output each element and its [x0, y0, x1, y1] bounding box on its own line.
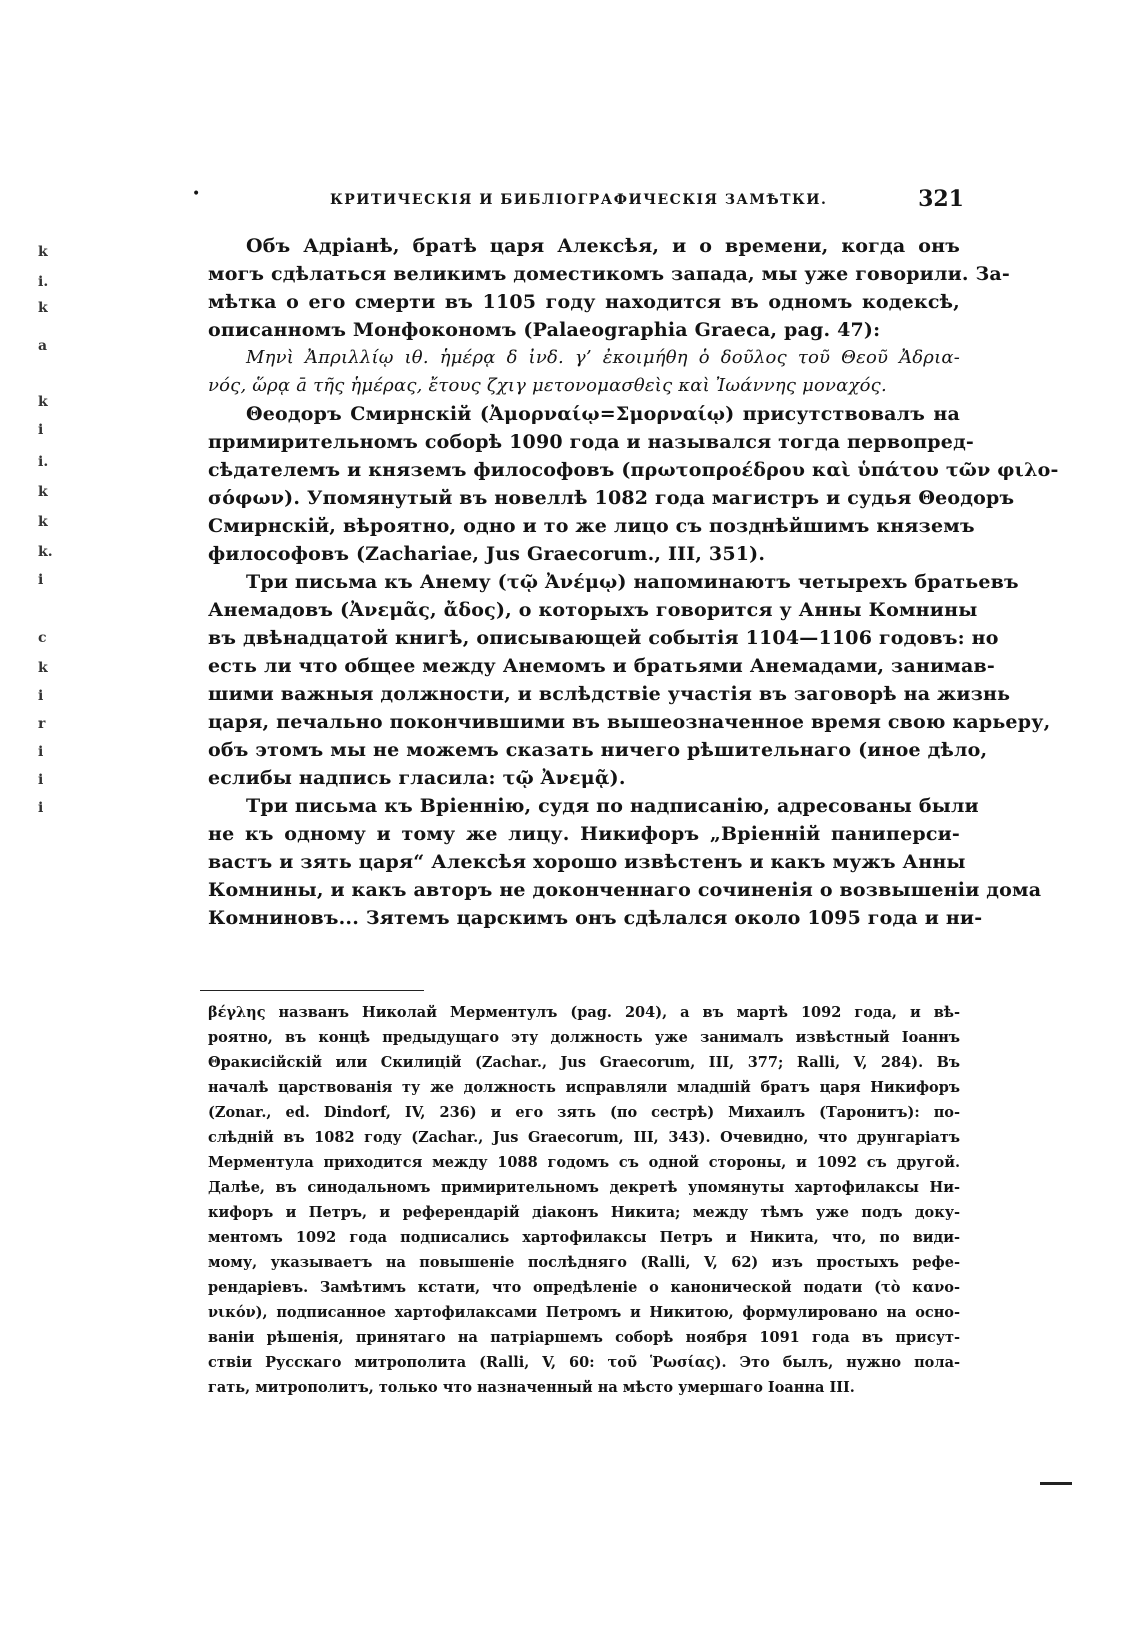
header-title: КРИТИЧЕСКІЯ И БИБЛІОГРАФИЧЕСКІЯ ЗАМѢТКИ.	[330, 192, 828, 208]
margin-dash	[1040, 1482, 1072, 1485]
margin-mark: r	[38, 716, 46, 732]
page-number: 321	[918, 186, 964, 212]
text-line: Анемадовъ (Ἀνεμᾶς, ἄδος), о которыхъ говорится у Анны Комнины	[208, 599, 978, 621]
footnote-line: (Zonar., ed. Dindorf, IV, 236) и его зять (по сестрѣ) Михаилъ (Таронитъ): по-	[208, 1104, 960, 1121]
margin-mark: i	[38, 744, 44, 760]
header-bullet: •	[192, 186, 201, 202]
footnote-line: νικόν), подписанное хартофилаксами Петромъ и Никитою, формулировано на осно-	[208, 1304, 960, 1321]
margin-mark: i.	[38, 454, 49, 470]
margin-mark: i	[38, 572, 44, 588]
text-line: Комниновъ... Зятемъ царскимъ онъ сдѣлался около 1095 года и ни-	[208, 907, 983, 929]
footnote-line: мому, указываетъ на повышеніе послѣдняго (Ralli, V, 62) изъ простыхъ рефе-	[208, 1254, 960, 1271]
footnote-line: слѣдній въ 1082 году (Zachar., Jus Graecorum, III, 343). Очевидно, что друнгаріатъ	[208, 1129, 960, 1146]
footnote-line: Θракисійскій или Скилицій (Zachar., Jus Graecorum, III, 377; Ralli, V, 284). Въ	[208, 1054, 960, 1071]
text-line: описанномъ Монфокономъ (Palaeographia Graeca, pag. 47):	[208, 319, 881, 341]
text-line: шими важныя должности, и вслѣдствіе участія въ заговорѣ на жизнь	[208, 683, 1011, 705]
text-line: въ двѣнадцатой книгѣ, описывающей событія 1104—1106 годовъ: но	[208, 627, 999, 649]
text-line: объ этомъ мы не можемъ сказать ничего рѣшительнаго (иное дѣло,	[208, 739, 988, 761]
footnote-line: роятно, въ концѣ предыдущаго эту должность уже занималъ извѣстный Іоаннъ	[208, 1029, 960, 1046]
footnote-line: ствіи Русскаго митрополита (Ralli, V, 60: τοῦ Ῥωσίας). Это былъ, нужно пола-	[208, 1354, 960, 1371]
running-header	[192, 186, 968, 216]
margin-mark: i	[38, 800, 44, 816]
main-text	[208, 232, 1059, 932]
margin-mark: k	[38, 484, 48, 500]
text-line: есть ли что общее между Анемомъ и братьями Анемадами, занимав-	[208, 655, 995, 677]
text-line: сѣдателемъ и княземъ философовъ (πρωτοπροέδρου καὶ ὑπάτου τῶν φιλο-	[208, 459, 1059, 481]
text-line: философовъ (Zachariae, Jus Graecorum., III, 351).	[208, 543, 766, 565]
footnote-line: ментомъ 1092 года подписались хартофилаксы Петръ и Никита, что, по види-	[208, 1229, 960, 1246]
text-line: могъ сдѣлаться великимъ доместикомъ запада, мы уже говорили. За-	[208, 263, 1010, 285]
margin-mark: i	[38, 772, 44, 788]
margin-mark: k	[38, 244, 48, 260]
margin-mark: c	[38, 630, 47, 646]
margin-mark: a	[38, 338, 48, 354]
footnote-line: началѣ царствованія ту же должность исправляли младшій братъ царя Никифоръ	[208, 1079, 960, 1096]
footnote-text	[208, 1000, 960, 1400]
text-line: царя, печально покончившими въ вышеозначенное время свою карьеру,	[208, 711, 1051, 733]
greek-quote-line: Μηνὶ Ἀπριλλίῳ ιθ. ἡμέρᾳ δ ἰνδ. γ’ ἐκοιμήθη ὁ δοῦλος τοῦ Θεοῦ Ἀδρια-	[246, 347, 960, 368]
margin-mark: i	[38, 422, 44, 438]
margin-mark: i	[38, 688, 44, 704]
footnote-rule	[200, 990, 424, 991]
text-line: Смирнскій, вѣроятно, одно и то же лицо съ позднѣйшимъ княземъ	[208, 515, 975, 537]
footnote-line: Далѣе, въ синодальномъ примирительномъ декретѣ упомянуты хартофилаксы Ни-	[208, 1179, 960, 1196]
text-line: Θеодоръ Смирнскій (Ἀμορναίῳ=Σμορναίῳ) присутствовалъ на	[246, 403, 960, 425]
footnote-line: βέγλης названъ Николай Мерментулъ (pag. 204), а въ мартѣ 1092 года, и вѣ-	[208, 1004, 960, 1021]
text-line: σόφων). Упомянутый въ новеллѣ 1082 года магистръ и судья Θеодоръ	[208, 487, 1015, 509]
footnote-line: рендаріевъ. Замѣтимъ кстати, что опредѣленіе о канонической подати (τὸ κανο-	[208, 1279, 960, 1296]
footnote-line: Мерментула приходится между 1088 годомъ съ одной стороны, и 1092 съ другой.	[208, 1154, 960, 1171]
text-line: еслибы надпись гласила: τῷ Ἀνεμᾷ).	[208, 767, 626, 789]
text-line: не къ одному и тому же лицу. Никифоръ „Вріенній паниперси-	[208, 823, 960, 845]
margin-mark: i.	[38, 274, 49, 290]
margin-mark: k	[38, 300, 48, 316]
text-line: мѣтка о его смерти въ 1105 году находится въ одномъ кодексѣ,	[208, 291, 960, 313]
text-line: вастъ и зять царя“ Алексѣя хорошо извѣстенъ и какъ мужъ Анны	[208, 851, 966, 873]
text-line: Три письма къ Анему (τῷ Ἀνέμῳ) напоминаютъ четырехъ братьевъ	[246, 571, 1019, 593]
text-line: Три письма къ Вріеннію, судя по надписанію, адресованы были	[246, 795, 979, 817]
margin-mark: k.	[38, 544, 53, 560]
text-line: Комнины, и какъ авторъ не доконченнаго сочиненія о возвышеніи дома	[208, 879, 1042, 901]
footnote-line: кифоръ и Петръ, и референдарій діаконъ Никита; между тѣмъ уже подъ доку-	[208, 1204, 960, 1221]
margin-mark: k	[38, 514, 48, 530]
margin-mark: k	[38, 394, 48, 410]
greek-quote-line: νός, ὥρᾳ ā τῆς ἡμέρας, ἔτους ζχιγ μετονομασθεὶς καὶ Ἰωάννης μοναχός.	[208, 375, 887, 396]
margin-mark: k	[38, 660, 48, 676]
footnote-line: гать, митрополитъ, только что назначенный на мѣсто умершаго Іоанна III.	[208, 1379, 855, 1396]
text-line: примирительномъ соборѣ 1090 года и назывался тогда первопред-	[208, 431, 975, 453]
text-line: Объ Адріанѣ, братѣ царя Алексѣя, и о времени, когда онъ	[246, 235, 960, 257]
footnote-line: ваніи рѣшенія, принятаго на патріаршемъ соборѣ ноября 1091 года въ присут-	[208, 1329, 960, 1346]
